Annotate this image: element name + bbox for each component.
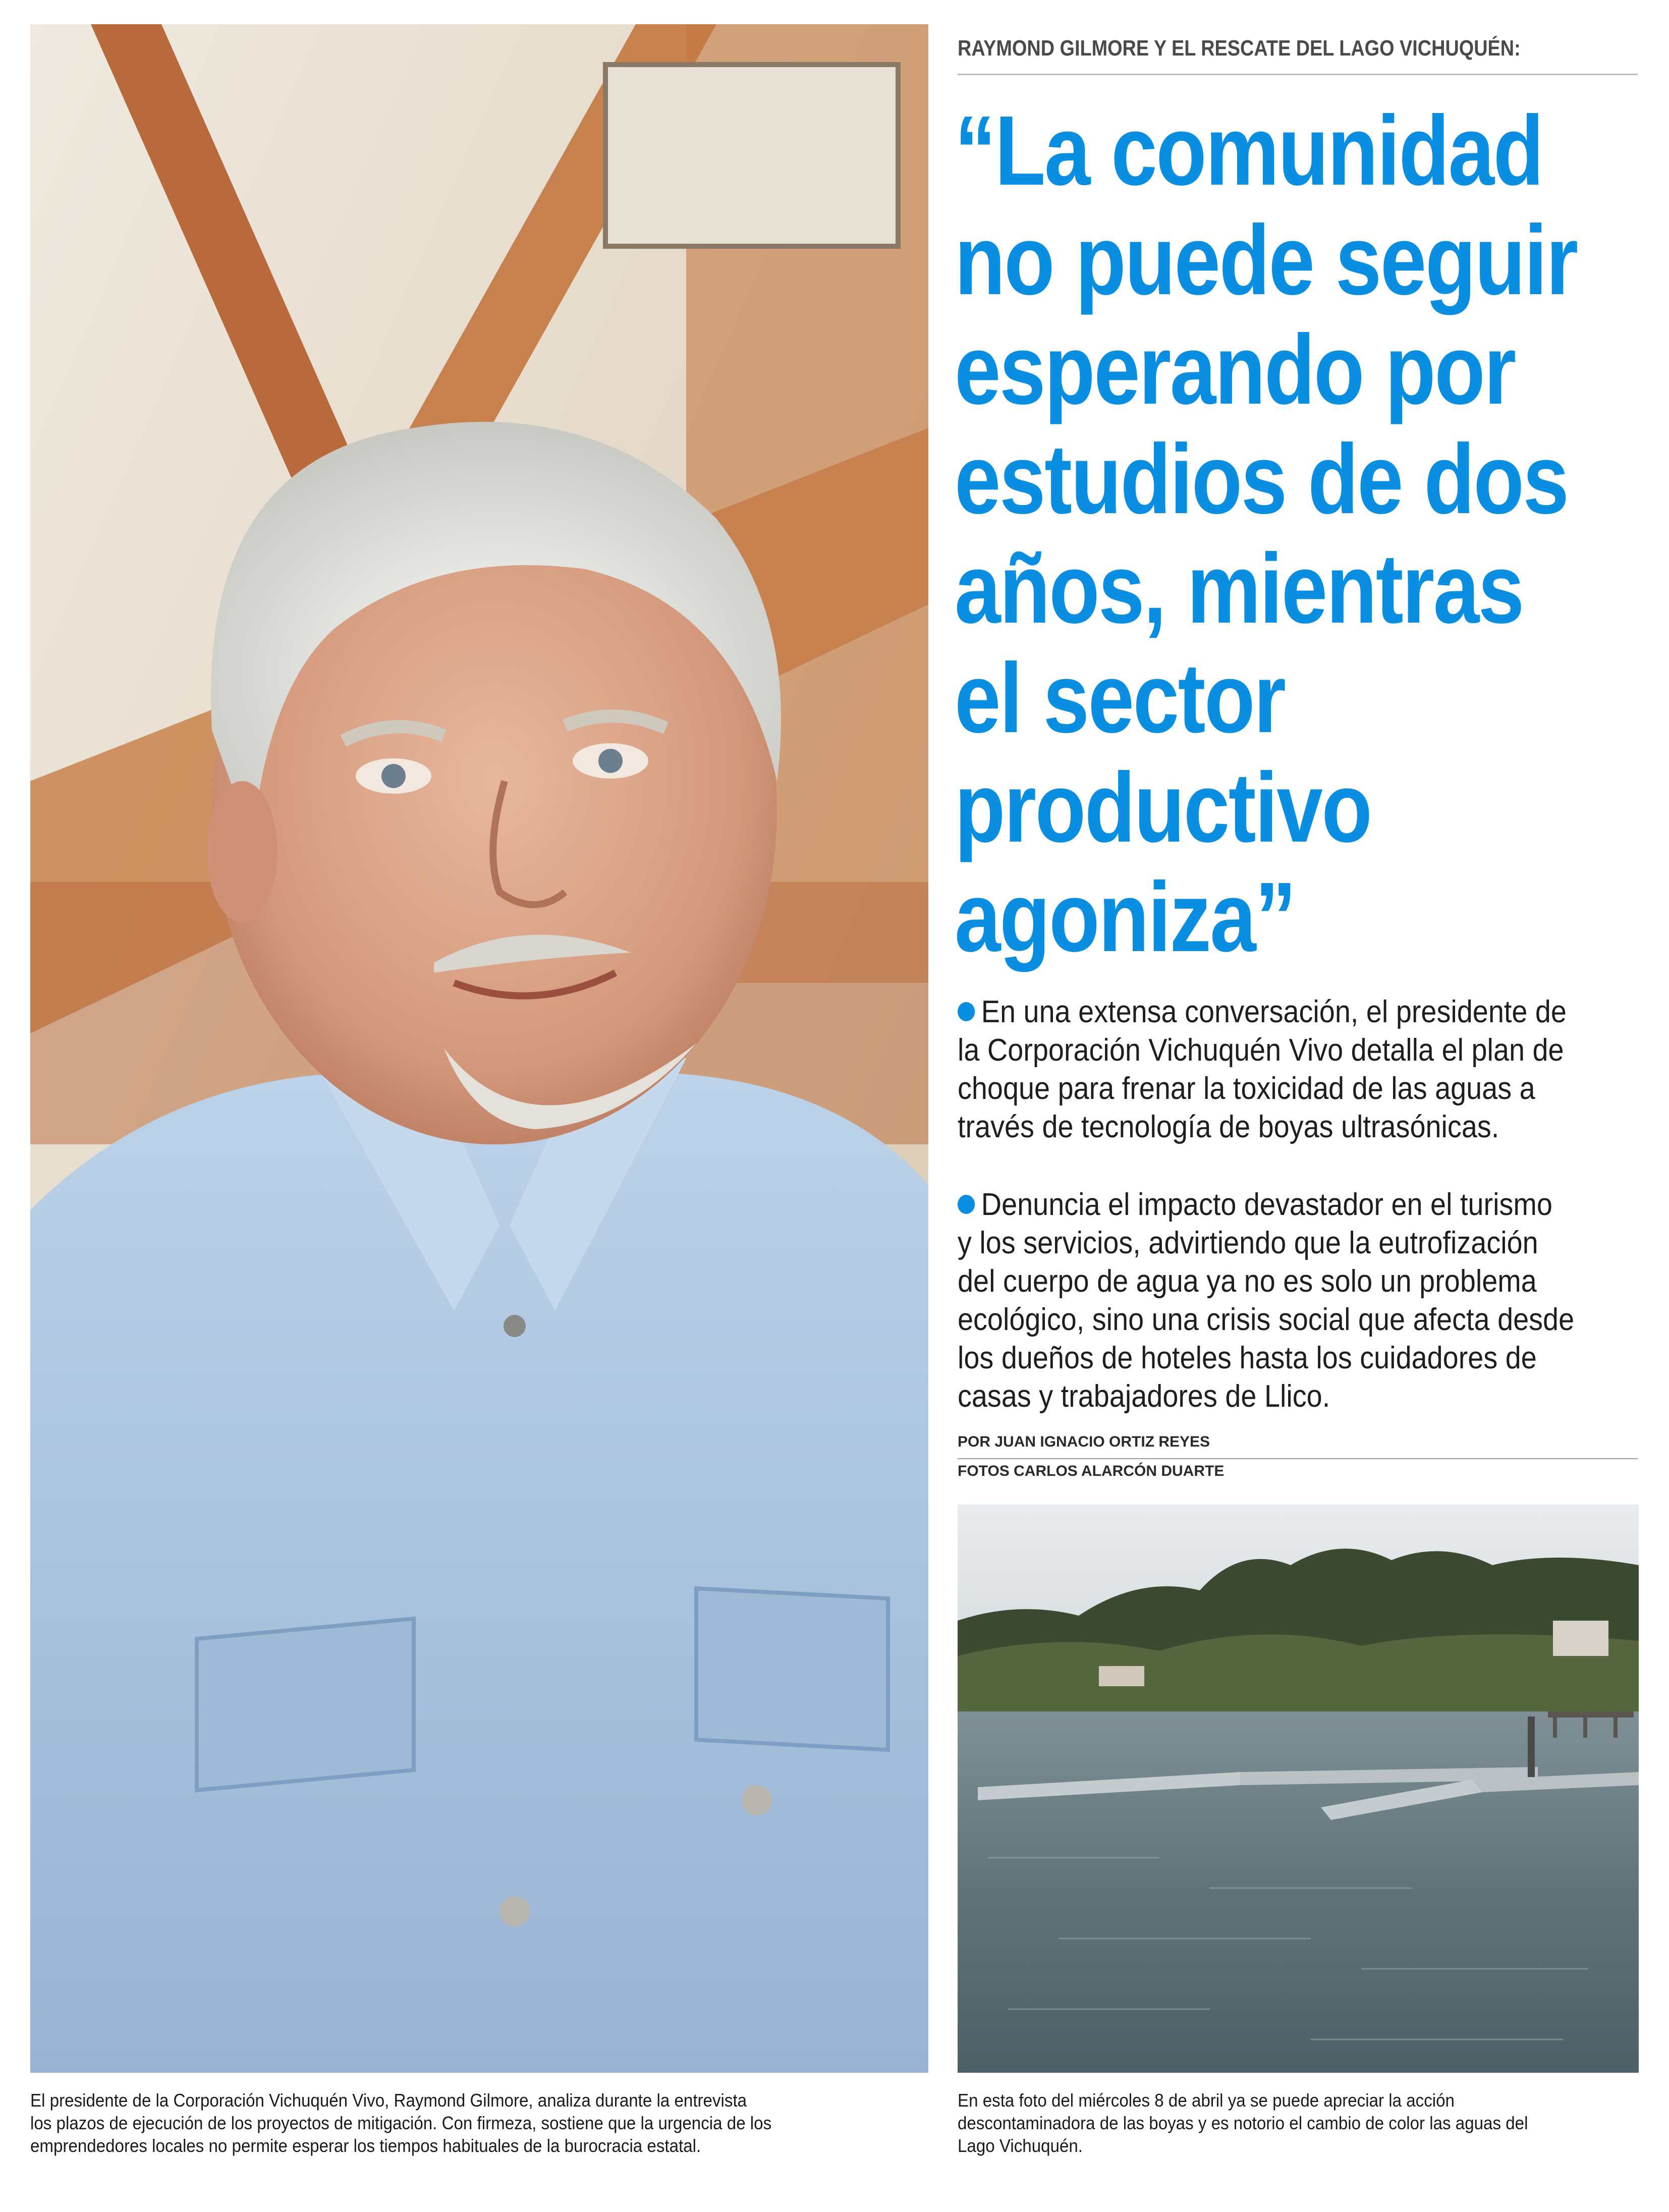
article-kicker: RAYMOND GILMORE Y EL RESCATE DEL LAGO VICHUQUÉN: <box>958 36 1521 61</box>
bullet-dot-icon <box>958 1002 975 1021</box>
portrait-photo <box>30 24 928 2073</box>
bullet-text-line: casas y trabajadores de Llico. <box>958 1379 1330 1414</box>
lake-caption <box>958 2089 1617 2157</box>
headline-line: productivo <box>955 752 1371 863</box>
bullet-text-line: Denuncia el impacto devastador en el turismo <box>981 1187 1552 1222</box>
headline-line: estudios de dos <box>955 424 1568 534</box>
caption-line: El presidente de la Corporación Vichuquén Vivo, Raymond Gilmore, analiza durante la entrevista <box>30 2090 747 2111</box>
summary-bullet <box>958 993 1575 1146</box>
portrait-caption <box>30 2089 866 2157</box>
caption-line: En esta foto del miércoles 8 de abril ya se puede apreciar la acción <box>958 2090 1455 2111</box>
lake-illustration <box>958 1505 1639 2073</box>
caption-line: emprendedores locales no permite esperar los tiempos habituales de la burocracia estatal. <box>30 2135 701 2156</box>
headline-line: esperando por <box>955 314 1515 425</box>
caption-line: los plazos de ejecución de los proyectos de mitigación. Con firmeza, sostiene que la urgencia de los <box>30 2113 772 2133</box>
lake-photo <box>958 1505 1639 2073</box>
headline-line: agoniza” <box>955 862 1296 972</box>
headline-line: el sector <box>955 643 1285 753</box>
headline-line: “La comunidad <box>955 95 1543 206</box>
portrait-illustration <box>30 24 928 2073</box>
headline <box>955 95 1577 972</box>
bullet-text-line: y los servicios, advirtiendo que la eutrofización <box>958 1226 1538 1260</box>
headline-line: años, mientras <box>955 533 1523 644</box>
byline: POR JUAN IGNACIO ORTIZ REYES <box>958 1433 1210 1450</box>
headline-line: no puede seguir <box>955 205 1577 315</box>
summary-bullet <box>958 1186 1575 1416</box>
photo-credit: FOTOS CARLOS ALARCÓN DUARTE <box>958 1463 1225 1479</box>
credit-divider <box>958 1458 1638 1459</box>
bullet-text-line: choque para frenar la toxicidad de las aguas a <box>958 1071 1535 1106</box>
bullet-text-line: los dueños de hoteles hasta los cuidadores de <box>958 1341 1537 1375</box>
bullet-text-line: través de tecnología de boyas ultrasónicas. <box>958 1110 1499 1144</box>
caption-line: descontaminadora de las boyas y es notorio el cambio de color las aguas del <box>958 2113 1528 2133</box>
bullet-text-line: del cuerpo de agua ya no es solo un problema <box>958 1264 1537 1299</box>
bullet-text-line: En una extensa conversación, el presidente de <box>981 994 1567 1029</box>
caption-line: Lago Vichuquén. <box>958 2135 1083 2156</box>
bullet-text-line: la Corporación Vichuquén Vivo detalla el plan de <box>958 1033 1564 1068</box>
bullet-text-line: ecológico, sino una crisis social que afecta desde <box>958 1302 1575 1337</box>
bullet-dot-icon <box>958 1195 975 1214</box>
kicker-divider <box>958 74 1638 75</box>
